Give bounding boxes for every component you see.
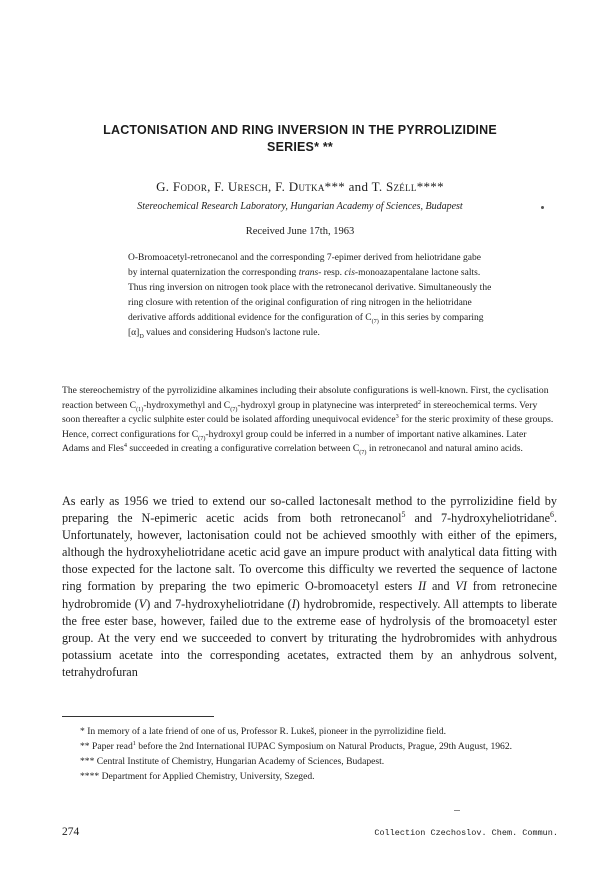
author-4-mark: **** (416, 179, 444, 194)
body-text: ) hydrobromide, respectively. All attempts to liberate the free ester base, however, failed due to the extreme ease of hydrolysis of the bromoacetyl ester group. At the very end we succeeded to convert by triturating the hydrobromides with anhydrous potassium acetate into the corresponding acetates, extracted them by an anhydrous solvent, tetrahydrofuran (62, 596, 557, 679)
abstract-trans: trans- (298, 268, 322, 278)
compound-label: II (418, 579, 427, 594)
reference-mark: 2 (417, 398, 421, 406)
author-list (60, 179, 540, 195)
abstract-text: in this series by comparing [α] (128, 313, 484, 338)
author-2-initial: , F. U (207, 179, 238, 194)
footnote-3: *** Central Institute of Chemistry, Hungarian Academy of Sciences, Budapest. (80, 756, 385, 767)
compound-label: V (138, 596, 147, 611)
article-title (70, 122, 530, 156)
compound-label: VI (455, 579, 467, 594)
footnote-divider (62, 716, 214, 717)
abstract-text: -monoazapentalane lactone salts. Thus ring inversion on nitrogen took place with the retronecanol derivative. Simultaneously the ring closure with retention of the original configuration of ring nitrogen in the heliotridane derivative affords additional evidence for the configuration of C (128, 268, 492, 323)
author-3-surname: utka (298, 179, 325, 194)
intro-text: -hydroxyl group in platynecine was interpreted (237, 399, 418, 411)
footnote-1: * In memory of a late friend of one of us, Professor R. Lukeš, pioneer in the pyrrolizidine field. (80, 726, 447, 737)
intro-text: for the steric proximity of these groups. Hence, correct configurations for C (62, 414, 554, 440)
footnote-text: before the 2nd International IUPAC Symposium on Natural Products, Prague, 29th August, 1962. (135, 741, 513, 752)
abstract-text: O-Bromoacetyl-retronecanol and the corresponding 7-epimer derived from heliotridane gabe by internal quaternization the corresponding (128, 253, 481, 278)
footnote-2 (62, 739, 558, 754)
affiliation: Stereochemical Research Laboratory, Hungarian Academy of Sciences, Budapest (137, 201, 463, 212)
subscript: (7) (198, 434, 206, 442)
body-paragraph (62, 493, 557, 681)
received-date: Received June 17th, 1963 (245, 226, 355, 237)
reference-mark: 5 (401, 510, 406, 520)
footnotes (62, 724, 558, 784)
body-text: As early as 1956 we tried to extend our so-called lactonesalt method to the pyrrolizidine field by preparing the N-epimeric acetic acids from both retronecanol (62, 494, 557, 526)
intro-text: succeeded in creating a configurative correlation between C (126, 443, 360, 454)
abstract-cis: cis (344, 268, 355, 278)
author-1-initial: G. F (156, 179, 181, 194)
abstract-text: resp. (321, 268, 345, 278)
body-text: and 7-hydroxyheliotridane (405, 511, 550, 526)
subscript: (7) (371, 318, 379, 325)
footnote-text: ** Paper read (80, 741, 133, 752)
intro-text: in stereochemical terms. Very soon thereafter a cyclic sulphite ester could be isolated affording unequivocal evidence (62, 399, 538, 425)
introduction-paragraph (62, 384, 555, 457)
reference-mark: 4 (123, 441, 127, 449)
body-text: from retronecine hydrobromide ( (62, 579, 558, 611)
subscript: (7) (230, 405, 238, 413)
subscript: (1) (136, 405, 144, 413)
title-line-2: SERIES* ** (267, 140, 333, 154)
intro-text: -hydroxymethyl and C (143, 399, 231, 411)
author-3-initial: , F. D (268, 179, 299, 194)
author-1-surname: odor (180, 179, 208, 194)
intro-text: -hydroxyl group could be inferred in a number of important native alkamines. Later Adams and Fles (62, 428, 527, 454)
body-text: and (426, 579, 456, 594)
title-line-1: LACTONISATION AND RING INVERSION IN THE PYRROLIZIDINE (103, 123, 497, 137)
body-text: . Unfortunately, however, lactonisation could not be achieved smoothly with either of the epimers, although the hydroxyheliotridane acetic acid gave an impure product with analytical data fitting with those expected for the lactone salt. To overcome this difficulty we reverted the sequence of lactone ring formation by preparing the two epimeric O-bromoacetyl esters (62, 511, 557, 594)
intro-text: in retronecanol and natural amino acids. (366, 443, 523, 454)
compound-label: I (291, 596, 296, 611)
journal-name: Collection Czechoslov. Chem. Commun. (374, 828, 558, 838)
author-4-surname: zéll (393, 179, 417, 194)
author-2-surname: resch (237, 179, 269, 194)
subscript: (7) (359, 448, 367, 456)
stray-mark (541, 206, 544, 209)
abstract-text: values and considering Hudson's lactone rule. (143, 328, 320, 338)
abstract (128, 251, 492, 341)
footnote-4: **** Department for Applied Chemistry, University, Szeged. (80, 771, 315, 782)
intro-text: The stereochemistry of the pyrrolizidine alkamines including their absolute configurations is well-known. First, the cyclisation reaction between C (62, 385, 549, 411)
body-text: ) and 7-hydroxyheliotridane ( (146, 596, 292, 611)
page-number: 274 (62, 826, 80, 838)
reference-mark: 1 (132, 739, 136, 747)
author-4-initial: *** and T. S (324, 179, 394, 194)
stray-mark (454, 810, 460, 811)
subscript: D (139, 333, 144, 340)
reference-mark: 3 (395, 412, 399, 420)
reference-mark: 6 (549, 510, 554, 520)
